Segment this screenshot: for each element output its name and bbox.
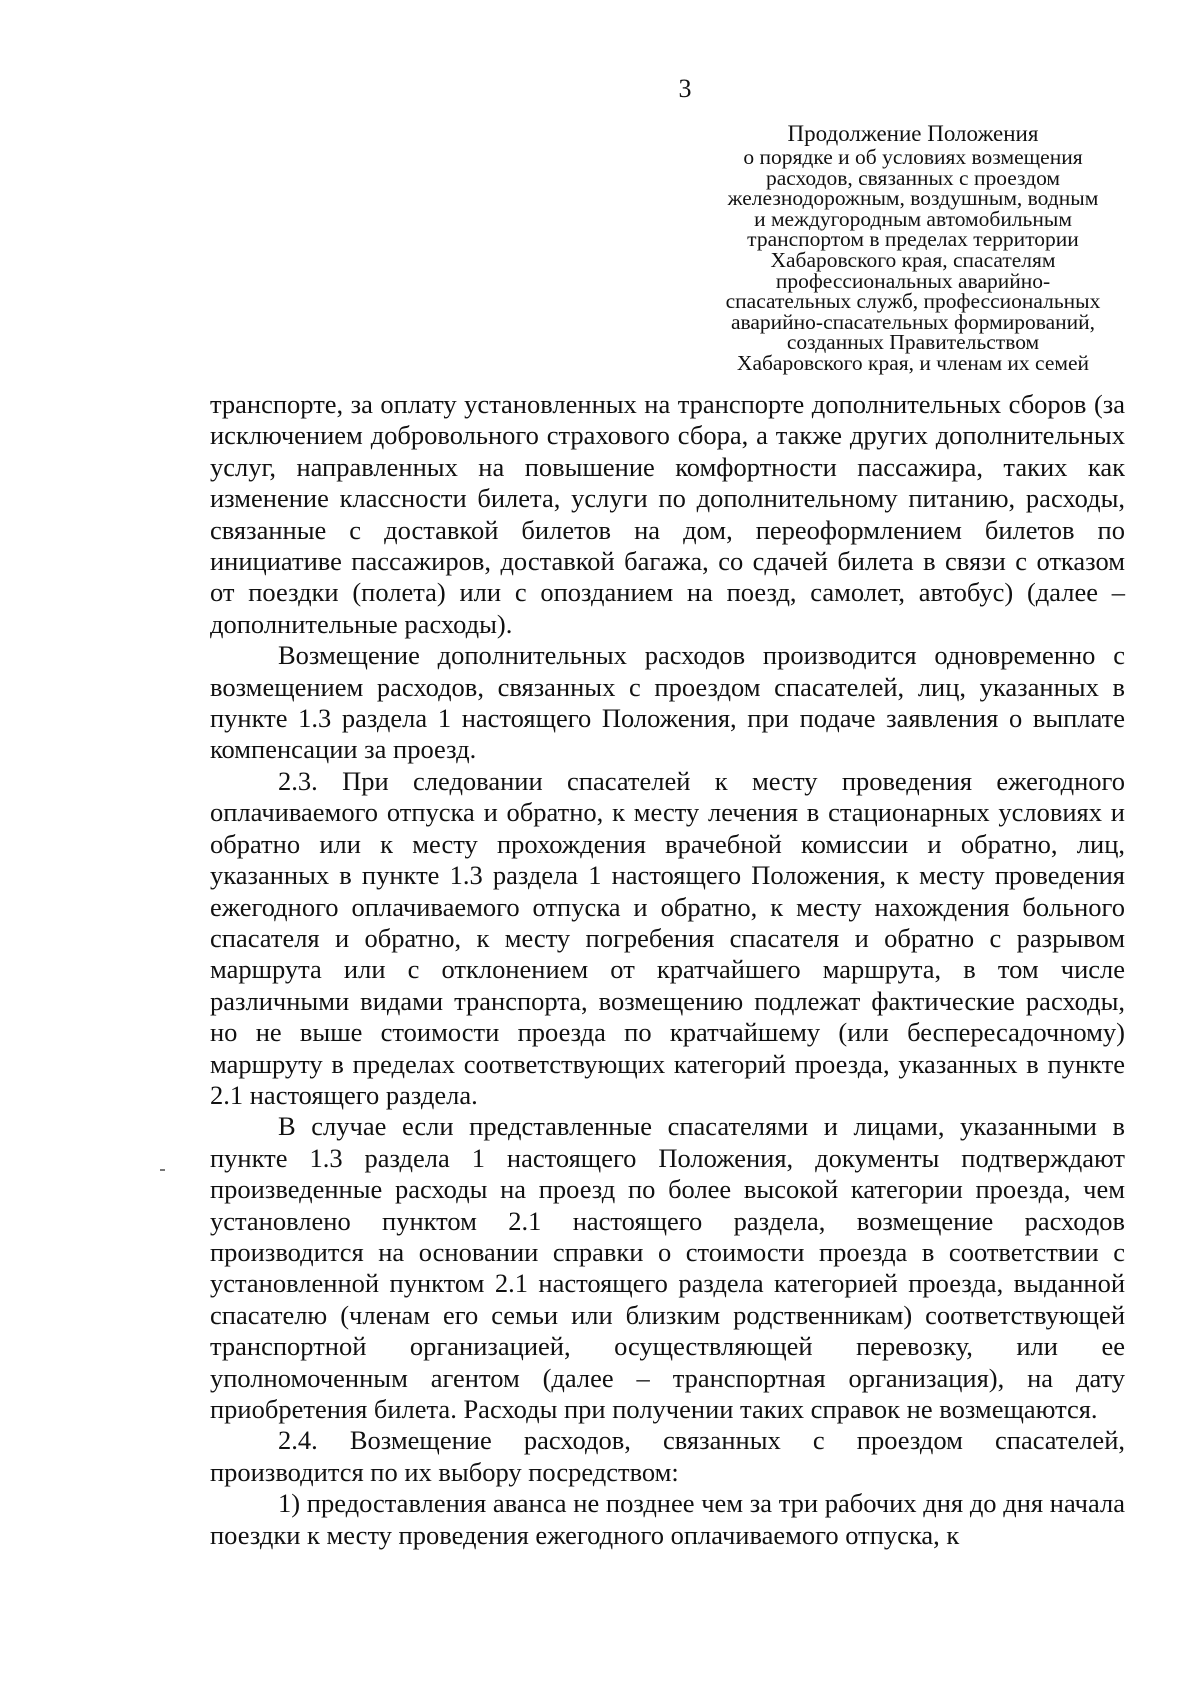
- header-line: расходов, связанных с проездом: [765, 165, 1061, 190]
- header-line: созданных Правительством: [786, 330, 1040, 355]
- page-number: 3: [678, 74, 692, 103]
- header-line: и междугородным автомобильным: [754, 206, 1072, 231]
- header-line: о порядке и об условиях возмещения: [743, 145, 1083, 169]
- paragraph: Возмещение дополнительных расходов производится одновременно с возмещением расходов, связанных с проездом спасателей, лиц, указанных в пункте 1.3 раздела 1 настоящего Положения, при подаче заявления о выплате компенсации за проезд.: [210, 640, 1125, 765]
- scan-artifact: [160, 1169, 165, 1171]
- header-line: транспортом в пределах территории: [747, 227, 1079, 252]
- paragraph-continuation: транспорте, за оплату установленных на транспорте дополнительных сборов (за исключением добровольного страхового сбора, а также других дополнительных услуг, направленных на повышение комфортности пассажира, таких как изменение классности билета, услуги по дополнительному питанию, расходы, связанные с доставкой билетов на дом, переоформлением билетов по инициативе пассажиров, доставкой багажа, со сдачей билета в связи с отказом от поездки (полета) или с опозданием на поезд, самолет, автобус) (далее – дополнительные расходы).: [210, 389, 1125, 639]
- header-line: спасательных служб, профессиональных: [725, 289, 1101, 314]
- document-header: [713, 121, 1113, 374]
- document-body: [210, 389, 1125, 1551]
- paragraph-2-4: 2.4. Возмещение расходов, связанных с проездом спасателей, производится по их выбору посредством:: [210, 1425, 1125, 1487]
- header-line: профессиональных аварийно-: [775, 268, 1051, 293]
- header-title: Продолжение Положения: [787, 121, 1039, 146]
- list-item-1: 1) предоставления аванса не позднее чем за три рабочих дня до дня начала поездки к месту проведения ежегодного оплачиваемого отпуска, к: [210, 1488, 1125, 1550]
- paragraph-2-3: 2.3. При следовании спасателей к месту проведения ежегодного оплачиваемого отпуска и обратно, к месту лечения в стационарных условиях и обратно или к месту прохождения врачебной комиссии и обратно, лиц, указанных в пункте 1.3 раздела 1 настоящего Положения, к месту проведения ежегодного оплачиваемого отпуска и обратно, к месту нахождения больного спасателя и обратно, к месту погребения спасателя и обратно с разрывом маршрута или с отклонением от кратчайшего маршрута, в том числе различными видами транспорта, возмещению подлежат фактические расходы, но не выше стоимости проезда по кратчайшему (или беспересадочному) маршруту в пределах соответствующих категорий проезда, указанных в пункте 2.1 настоящего раздела.: [210, 765, 1125, 1110]
- header-line: Хабаровского края, спасателям: [770, 247, 1056, 272]
- header-line: аварийно-спасательных формирований,: [730, 309, 1096, 334]
- header-line: Хабаровского края, и членам их семей: [736, 350, 1090, 375]
- paragraph: В случае если представленные спасателями и лицами, указанными в пункте 1.3 раздела 1 настоящего Положения, документы подтверждают произведенные расходы на проезд по более высокой категории проезда, чем установлено пунктом 2.1 настоящего раздела, возмещение расходов производится на основании справки о стоимости проезда в соответствии с установленной пунктом 2.1 настоящего раздела категорией проезда, выданной спасателю (членам его семьи или близким родственникам) соответствующей транспортной организацией, осуществляющей перевозку, или ее уполномоченным агентом (далее – транспортная организация), на дату приобретения билета. Расходы при получении таких справок не возмещаются.: [210, 1111, 1125, 1424]
- header-line: железнодорожным, воздушным, водным: [727, 186, 1099, 211]
